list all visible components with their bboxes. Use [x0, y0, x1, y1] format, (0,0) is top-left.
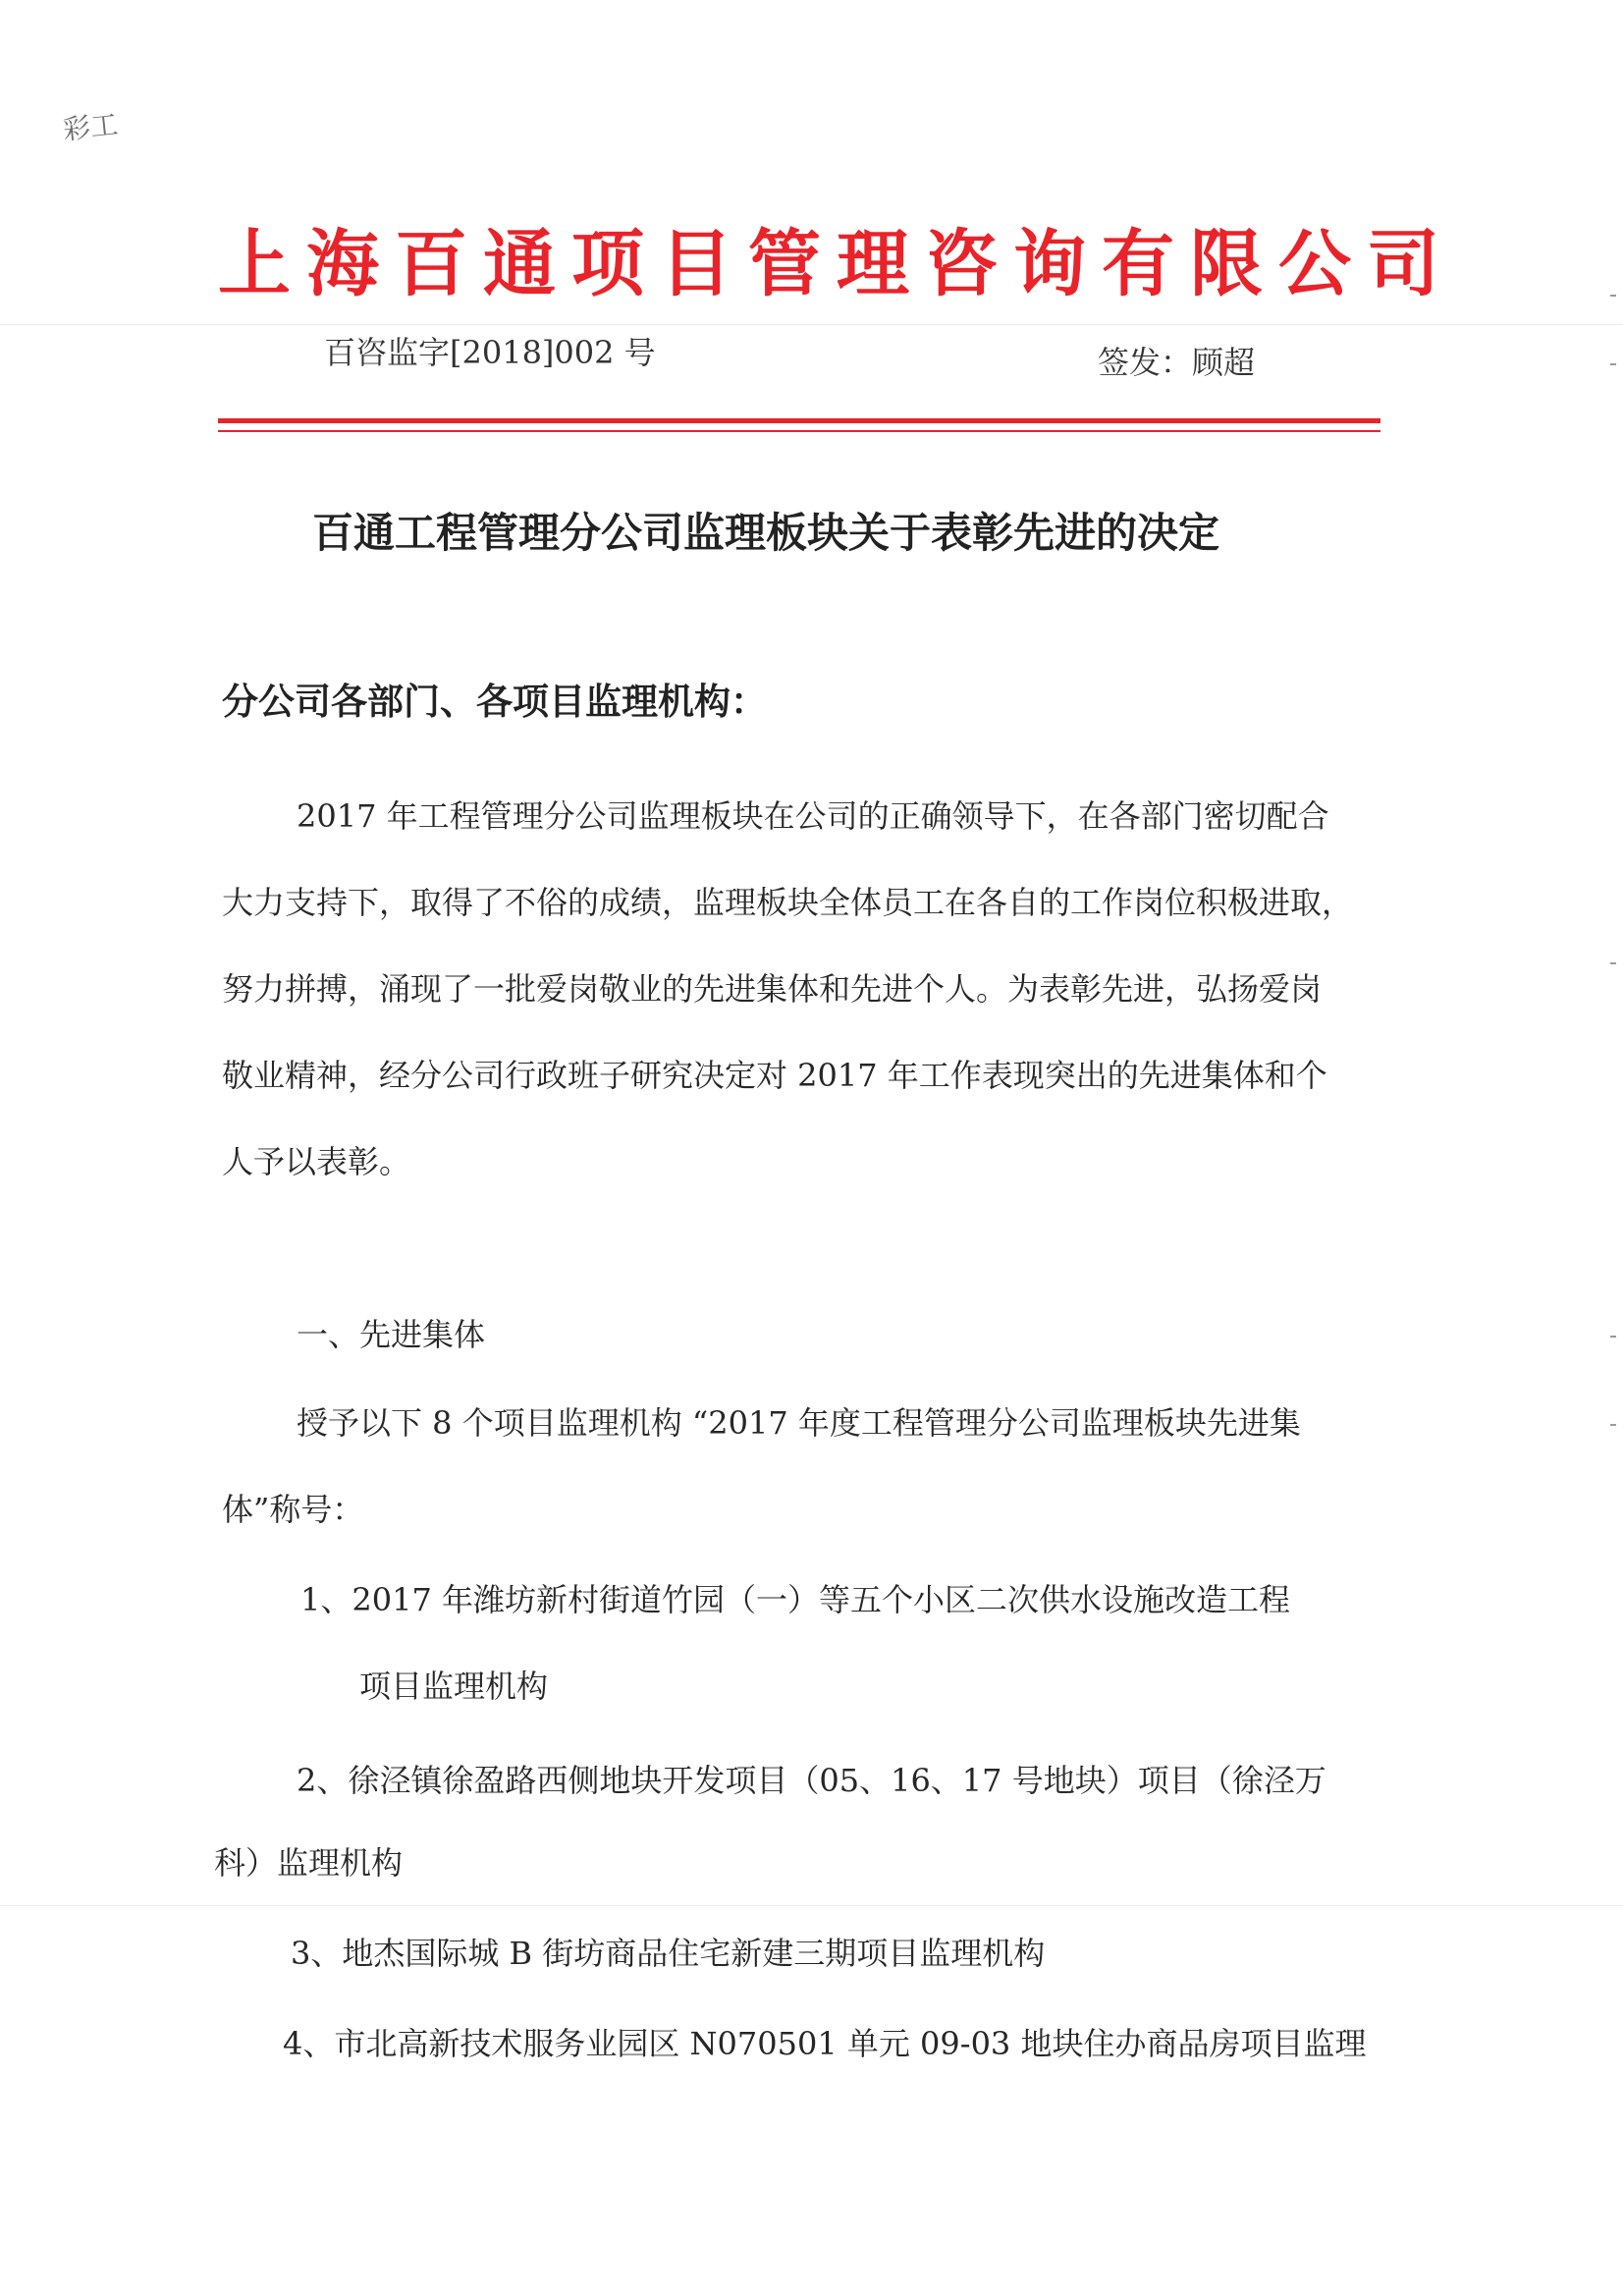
intro-line: 大力支持下，取得了不俗的成绩，监理板块全体员工在各自的工作岗位积极进取， — [222, 884, 1354, 921]
company-letterhead: 上海百通项目管理咨询有限公司 — [218, 222, 1455, 306]
scan-edge-mark — [1610, 1424, 1616, 1426]
list-item-1: 1、2017 年潍坊新村街道竹园（一）等五个小区二次供水设施改造工程 — [300, 1581, 1290, 1618]
document-number: 百咨监字[2018]002 号 — [324, 334, 656, 371]
section-heading: 一、先进集体 — [297, 1316, 486, 1353]
list-item-4: 4、市北高新技术服务业园区 N070501 单元 09-03 地块住办商品房项目监理 — [283, 2025, 1367, 2062]
scan-edge-mark — [1610, 962, 1616, 964]
intro-line: 敬业精神，经分公司行政班子研究决定对 2017 年工作表现突出的先进集体和个 — [222, 1057, 1327, 1094]
issuer-signature: 签发：顾超 — [1098, 344, 1256, 381]
intro-line: 努力拼搏，涌现了一批爱岗敬业的先进集体和先进个人。为表彰先进，弘扬爱岗 — [222, 970, 1323, 1008]
section-desc-line: 授予以下 8 个项目监理机构 “2017 年度工程管理分公司监理板块先进集 — [297, 1404, 1301, 1442]
header-rule-thin — [218, 430, 1380, 432]
list-item-1-cont: 项目监理机构 — [359, 1667, 549, 1705]
intro-line: 人予以表彰。 — [222, 1143, 411, 1180]
intro-line: 2017 年工程管理分公司监理板块在公司的正确领导下，在各部门密切配合 — [297, 797, 1329, 835]
header-rule-thick — [218, 418, 1380, 423]
list-item-2-cont: 科）监理机构 — [214, 1844, 404, 1882]
scan-edge-mark — [1610, 295, 1616, 297]
handwritten-note: 彩工 — [61, 108, 120, 146]
list-item-2: 2、徐泾镇徐盈路西侧地块开发项目（05、16、17 号地块）项目（徐泾万 — [297, 1762, 1326, 1799]
scan-artifact-line — [0, 1905, 1623, 1906]
scan-artifact-line — [0, 324, 1623, 325]
salutation: 分公司各部门、各项目监理机构： — [222, 680, 767, 723]
list-item-3: 3、地杰国际城 B 街坊商品住宅新建三期项目监理机构 — [291, 1935, 1046, 1972]
document-title: 百通工程管理分公司监理板块关于表彰先进的决定 — [312, 509, 1220, 557]
section-desc-line: 体”称号： — [222, 1491, 364, 1528]
scan-edge-mark — [1610, 363, 1616, 365]
scan-edge-mark — [1610, 1336, 1616, 1338]
